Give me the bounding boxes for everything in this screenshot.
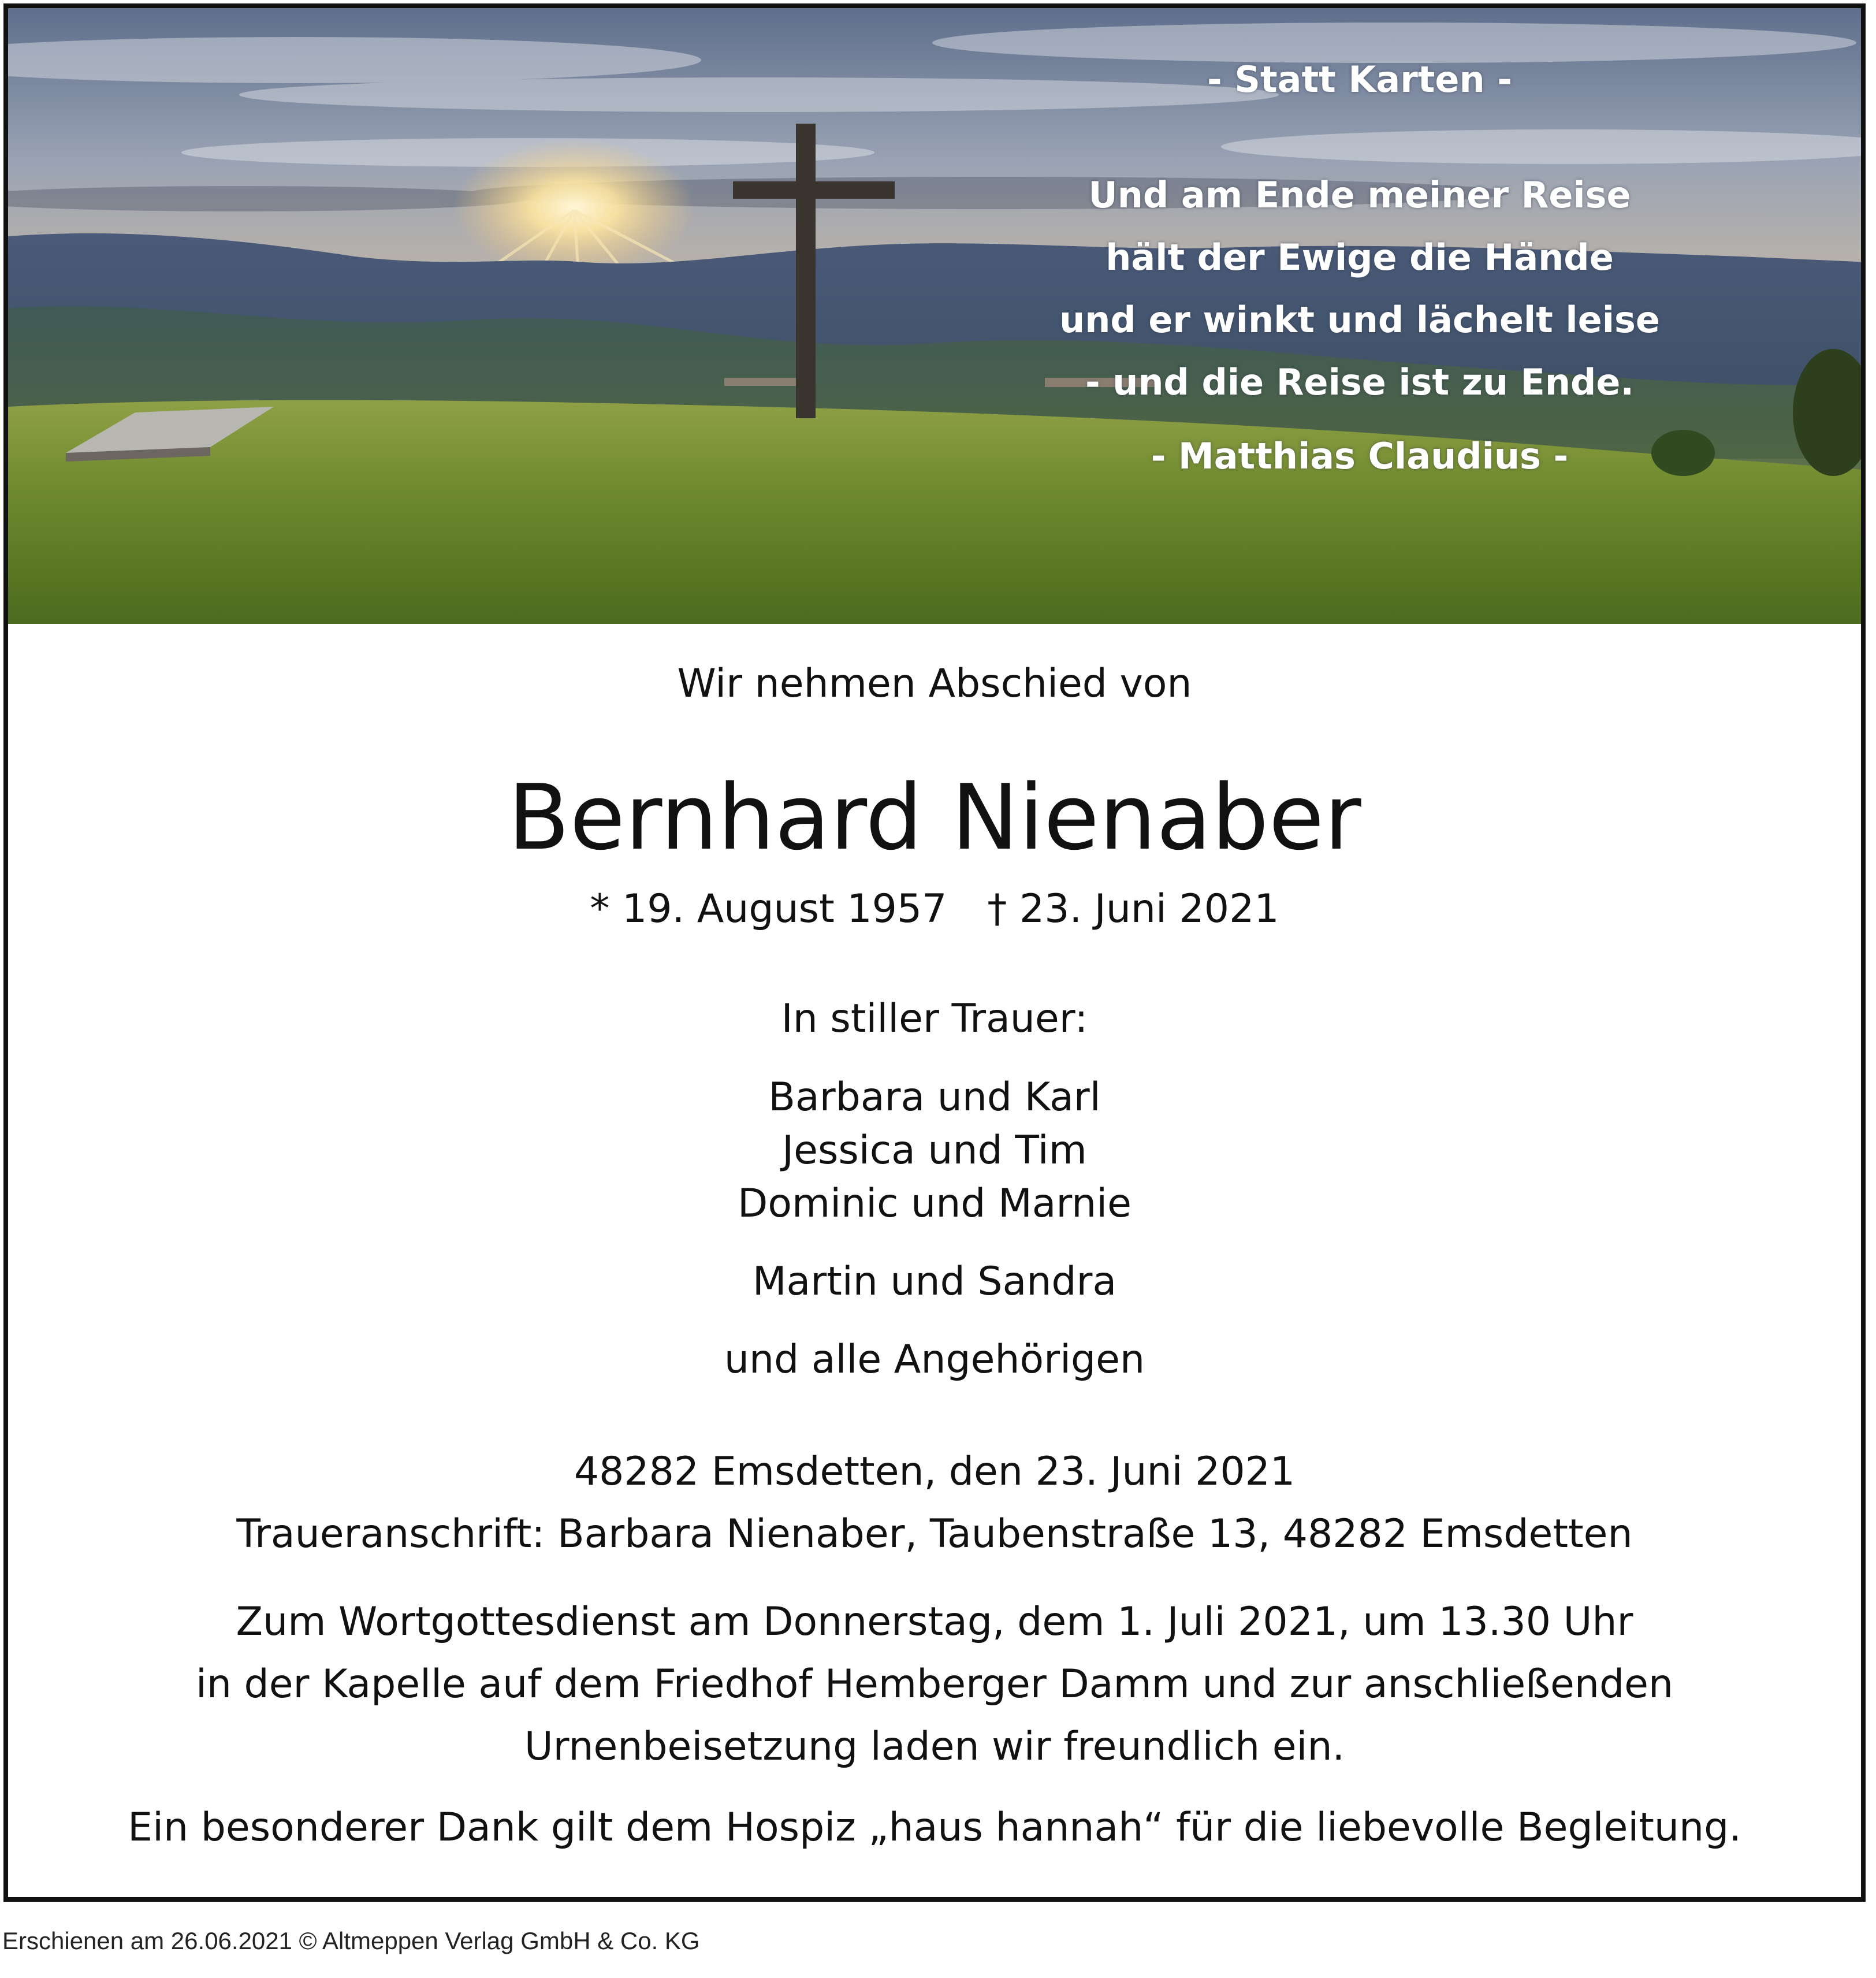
mourning-label: In stiller Trauer: (781, 996, 1088, 1042)
life-dates (8, 886, 1861, 932)
poem-line: hält der Ewige die Hände (1106, 236, 1614, 278)
death-date: † 23. Juni 2021 (987, 886, 1279, 932)
service-info (8, 1591, 1861, 1778)
place-date: 48282 Emsdetten, den 23. Juni 2021 (574, 1449, 1296, 1494)
poem-line: - und die Reise ist zu Ende. (1085, 361, 1635, 403)
thanks-text: Ein besonderer Dank gilt dem Hospiz „haus hannah“ für die liebevolle Begleitung. (128, 1805, 1741, 1850)
mourner: Martin und Sandra (752, 1259, 1117, 1304)
intro-text: Wir nehmen Abschied von (677, 661, 1192, 707)
mourner: Dominic und Marnie (738, 1181, 1131, 1226)
service-line: Urnenbeisetzung laden wir freundlich ein. (524, 1724, 1345, 1769)
mourner: Jessica und Tim (782, 1128, 1087, 1173)
cross-icon (796, 124, 816, 418)
service-line: Zum Wortgottesdienst am Donnerstag, dem 1. Juli 2021, um 13.30 Uhr (236, 1599, 1633, 1645)
mourning-address: Traueranschrift: Barbara Nienaber, Taubenstraße 13, 48282 Emsdetten (236, 1511, 1633, 1557)
landscape-photo (8, 8, 1861, 624)
obituary-frame (3, 3, 1866, 1902)
mourners-list (8, 1071, 1861, 1230)
cross-beam (733, 181, 895, 199)
birth-date: * 19. August 1957 (590, 886, 947, 932)
relatives-text: und alle Angehörigen (724, 1337, 1145, 1382)
poem-line: Und am Ende meiner Reise (1088, 174, 1631, 216)
poem-line: und er winkt und lächelt leise (1059, 299, 1660, 341)
poem-author: - Matthias Claudius - (1151, 435, 1569, 477)
poem-block (1036, 49, 1683, 488)
address-block (8, 1441, 1861, 1566)
deceased-name: Bernhard Nienaber (508, 765, 1361, 870)
statt-karten: - Statt Karten - (1207, 58, 1512, 101)
publication-footer: Erschienen am 26.06.2021 © Altmeppen Verlag GmbH & Co. KG (2, 1927, 700, 1954)
mourner: Barbara und Karl (768, 1074, 1101, 1120)
service-line: in der Kapelle auf dem Friedhof Hemberger Damm und zur anschließenden (195, 1661, 1674, 1707)
